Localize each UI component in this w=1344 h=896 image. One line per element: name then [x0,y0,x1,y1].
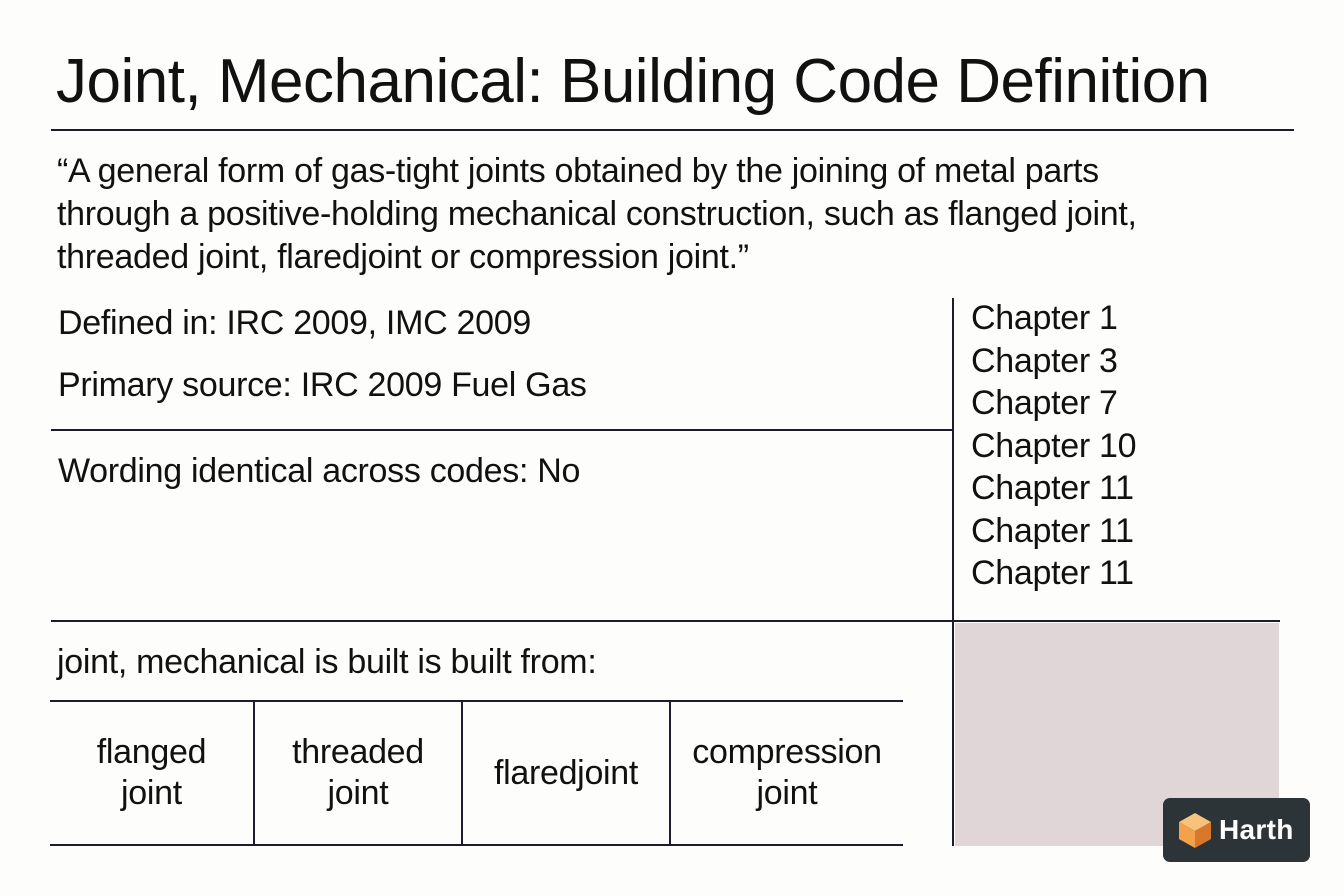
page-title: Joint, Mechanical: Building Code Definition [56,47,1210,116]
harth-badge [1163,798,1310,862]
components-table [50,700,903,846]
wording-identical: Wording identical across codes: No [58,452,581,490]
chapters-divider [952,298,954,846]
component-label: flaredjoint [493,753,639,792]
chapter-item: Chapter 11 [971,469,1134,507]
chapter-item: Chapter 11 [971,511,1134,550]
chapter-item: Chapter 7 [971,384,1118,422]
chapter-item: Chapter 10 [971,426,1137,465]
definition-line: “A general form of gas-tight joints obtained by the joining of metal parts [57,152,1099,190]
definition-line: threaded joint, flaredjoint or compression joint.” [57,238,749,276]
component-label: joint [327,774,389,812]
chapter-list [971,297,1136,595]
component-label: compression [692,733,882,771]
component-label: threaded [292,733,424,771]
title-divider [51,129,1294,131]
chapter-item: Chapter 1 [971,299,1118,337]
section-divider [51,620,1280,622]
built-from-heading: joint, mechanical is built is built from: [57,643,597,681]
chapter-item: Chapter 11 [971,554,1134,592]
badge-text: Harth [1219,814,1294,845]
defined-in: Defined in: IRC 2009, IMC 2009 [58,304,531,342]
definition-text [57,150,1277,279]
component-cell [253,702,461,844]
component-cell [669,702,903,844]
component-cell [461,702,669,844]
component-label: flanged [96,733,207,771]
component-label: joint [756,774,818,812]
cube-logo-icon [1175,810,1215,850]
definition-line: through a positive-holding mechanical construction, such as flanged joint, [57,195,1137,233]
chapter-item: Chapter 3 [971,341,1118,380]
component-label: joint [121,774,182,812]
primary-source: Primary source: IRC 2009 Fuel Gas [58,366,587,404]
component-cell [50,702,253,844]
info-divider [51,429,954,431]
